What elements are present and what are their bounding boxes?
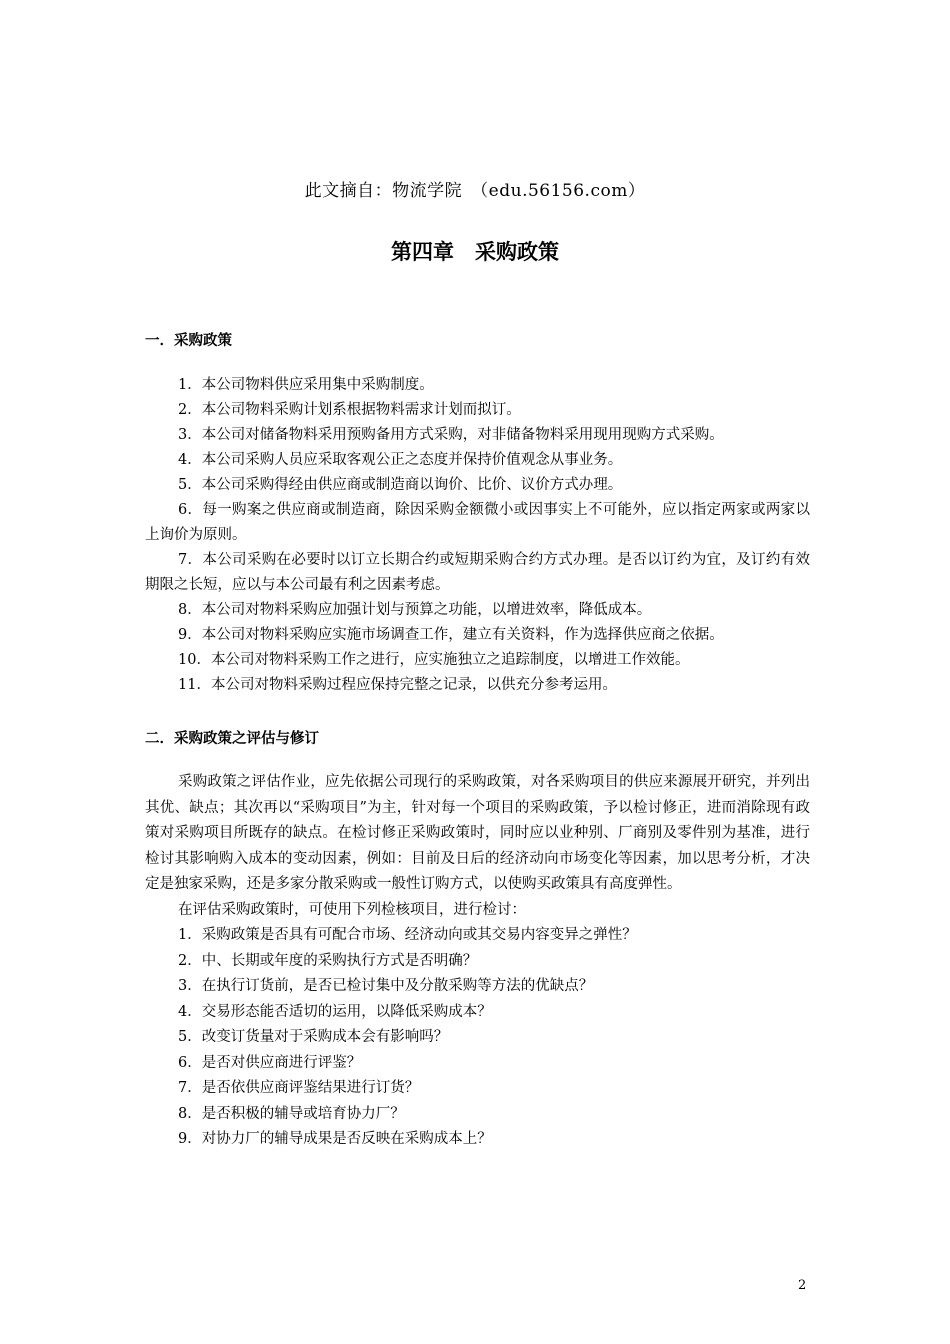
list-item: 10．本公司对物料采购工作之进行，应实施独立之追踪制度，以增进工作效能。 [178, 652, 690, 668]
page-number: 2 [798, 1278, 807, 1293]
intro-paragraph: 采购政策之评估作业，应先依据公司现行的采购政策，对各采购项目的供应来源展开研究，并列出其优、缺点；其次再以“采购项目”为主，针对每一个项目的采购政策，予以检讨修正，进而消除现有政策对采购项目所既存的缺点。在检讨修正采购政策时，同时应以业种别、厂商别及零件别为基准，进行检讨其影响购入成本的变动因素，例如：目前及日后的经济动向市场变化等因素，加以思考分析，才决定是独家采购，还是多家分散采购或一般性订购方式，以使购买政策具有高度弹性。 [145, 774, 810, 892]
list-item: 8．本公司对物料采购应加强计划与预算之功能，以增进效率，降低成本。 [178, 602, 652, 618]
lead-paragraph: 在评估采购政策时，可使用下列检核项目，进行检讨： [178, 901, 526, 918]
section-2-heading: 二．采购政策之评估与修订 [145, 730, 319, 747]
list-item: 3．本公司对储备物料采用预购备用方式采购，对非储备物料采用现用现购方式采购。 [178, 427, 724, 443]
check-item: 7．是否依供应商评鉴结果进行订货？ [178, 1080, 420, 1096]
section-1-list [145, 373, 810, 698]
check-item: 1．采购政策是否具有可配合市场、经济动向或其交易内容变异之弹性？ [178, 927, 637, 943]
list-item: 7．本公司采购在必要时以订立长期合约或短期采购合约方式办理。是否以订约为宜，及订约有效期限之长短，应以与本公司最有利之因素考虑。 [145, 552, 810, 593]
list-item: 9．本公司对物料采购应实施市场调查工作，建立有关资料，作为选择供应商之依据。 [178, 627, 724, 643]
check-item: 8．是否积极的辅导或培育协力厂？ [178, 1105, 405, 1122]
source-line: 此文摘自：物流学院 （edu.56156.com） [304, 181, 646, 201]
check-item: 2．中、长期或年度的采购执行方式是否明确？ [178, 952, 478, 969]
list-item: 2．本公司物料采购计划系根据物料需求计划而拟订。 [178, 402, 521, 418]
section-1-heading: 一．采购政策 [145, 332, 232, 349]
list-item: 11．本公司对物料采购过程应保持完整之记录，以供充分参考运用。 [178, 677, 617, 693]
check-item: 5．改变订货量对于采购成本会有影响吗？ [178, 1029, 449, 1045]
chapter-title: 第四章 采购政策 [391, 239, 559, 264]
check-item: 4．交易形态能否适切的运用，以降低采购成本？ [178, 1003, 492, 1020]
list-item: 1．本公司物料供应采用集中采购制度。 [178, 377, 434, 393]
check-item: 6．是否对供应商进行评鉴？ [178, 1054, 362, 1071]
section-2-body [145, 770, 810, 1153]
check-item: 3．在执行订货前，是否已检讨集中及分散采购等方法的优缺点？ [178, 978, 594, 994]
list-item: 5．本公司采购得经由供应商或制造商以询价、比价、议价方式办理。 [178, 477, 623, 493]
check-item: 9．对协力厂的辅导成果是否反映在采购成本上？ [178, 1131, 492, 1147]
list-item: 6．每一购案之供应商或制造商，除因采购金额微小或因事实上不可能外，应以指定两家或两家以上询价为原则。 [145, 502, 810, 543]
list-item: 4．本公司采购人员应采取客观公正之态度并保持价值观念从事业务。 [178, 452, 623, 468]
